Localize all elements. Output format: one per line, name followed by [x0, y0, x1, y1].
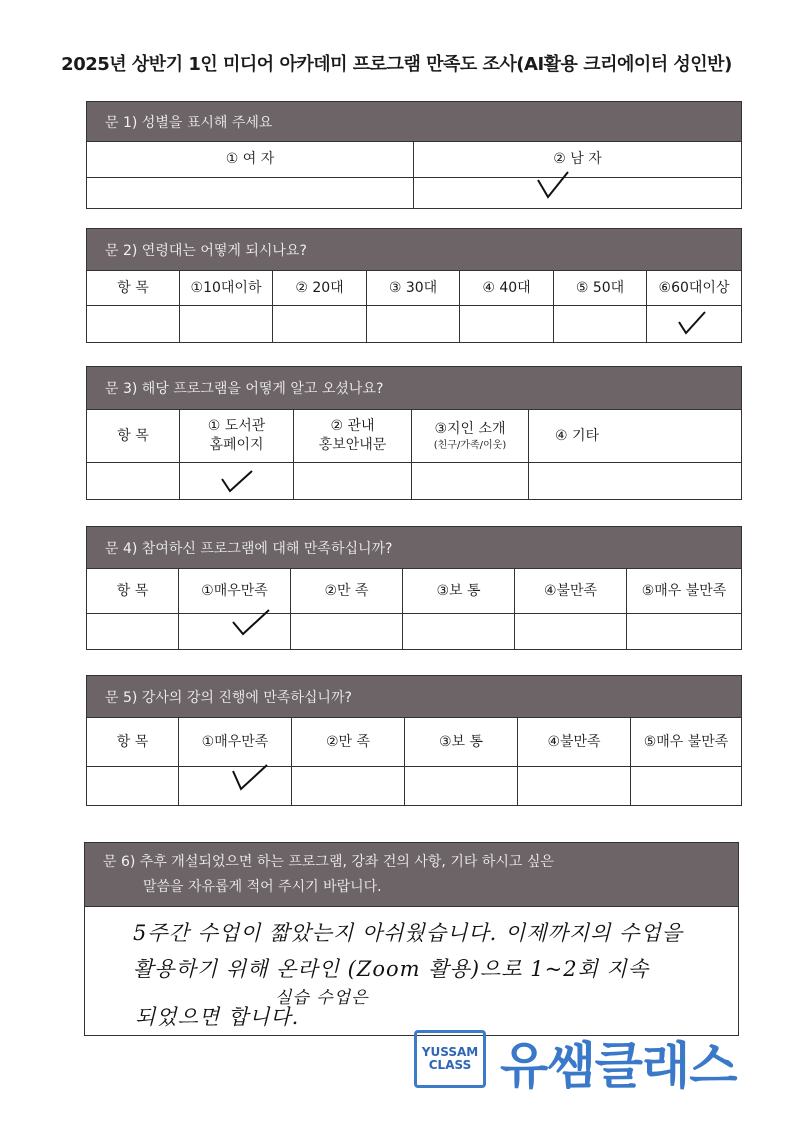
- checkmark-icon: [220, 469, 254, 493]
- option-other: [529, 410, 741, 462]
- question-5-table: [86, 675, 742, 806]
- answer-cell-female[interactable]: [87, 178, 414, 208]
- answer-cell-60s-plus[interactable]: [647, 306, 741, 342]
- answer-cell-very-satisfied[interactable]: [179, 614, 291, 649]
- option-50s: ⑤ 50대: [554, 271, 647, 305]
- question-1-table: [86, 101, 742, 209]
- answer-cell-neutral[interactable]: [403, 614, 515, 649]
- question-1-header: 문 1) 성별을 표시해 주세요: [87, 102, 741, 142]
- handwritten-answer-line1: 5주간 수업이 짧았는지 아쉬웠습니다. 이제까지의 수업을: [133, 921, 683, 945]
- yussam-class-logo: [414, 1026, 754, 1094]
- option-very-dissatisfied: ⑤매우 불만족: [643, 733, 729, 750]
- answer-cell-male[interactable]: [414, 178, 741, 208]
- question-3-answer-row: [87, 463, 741, 499]
- answer-cell-other[interactable]: [529, 463, 741, 499]
- handwritten-answer-line2: 활용하기 위해 온라인 (Zoom 활용)으로 1~2회 지속: [133, 957, 650, 981]
- item-label: 항 목: [87, 271, 180, 305]
- option-notice-line2: 홍보안내문: [318, 437, 387, 453]
- option-teens: ①10대이하: [180, 271, 273, 305]
- item-label: 항 목: [87, 410, 180, 462]
- answer-cell-label: [87, 767, 179, 805]
- question-2-answer-row: [87, 306, 741, 342]
- option-satisfied: ②만 족: [292, 718, 405, 766]
- logo-badge: [414, 1030, 486, 1088]
- answer-cell-teens[interactable]: [180, 306, 273, 342]
- option-library-line1: ① 도서관: [207, 418, 266, 435]
- option-dissatisfied: ④불만족: [518, 718, 631, 766]
- option-neutral: ③보 통: [403, 569, 515, 613]
- handwritten-answer-line3: 되었으면 합니다.: [135, 1005, 300, 1029]
- option-30s: ③ 30대: [367, 271, 460, 305]
- question-3-table: [86, 366, 742, 500]
- answer-cell-label: [87, 463, 180, 499]
- checkmark-icon: [231, 763, 269, 791]
- option-library-homepage: [180, 410, 294, 462]
- logo-badge-line1: YUSSAM: [421, 1044, 479, 1059]
- option-other-label: ④ 기타: [555, 427, 600, 444]
- question-5-answer-row: [87, 767, 741, 805]
- option-very-dissatisfied: ⑤매우 불만족: [641, 582, 727, 599]
- answer-cell-very-dissatisfied[interactable]: [631, 767, 741, 805]
- option-40s: ④ 40대: [460, 271, 554, 305]
- answer-cell-label: [87, 614, 179, 649]
- question-6-line2: 말씀을 자유롭게 적어 주시기 바랍니다.: [143, 878, 382, 895]
- answer-cell-satisfied[interactable]: [292, 767, 405, 805]
- option-local-notice: [294, 410, 412, 462]
- option-20s: ② 20대: [273, 271, 367, 305]
- option-neutral: ③보 통: [405, 718, 518, 766]
- answer-cell-very-dissatisfied[interactable]: [627, 614, 741, 649]
- answer-cell-label: [87, 306, 180, 342]
- item-label: 항 목: [87, 569, 179, 613]
- answer-cell-notice[interactable]: [294, 463, 412, 499]
- handwritten-answer-insert: 실습 수업은: [275, 988, 369, 1008]
- question-6-box: [84, 842, 739, 1036]
- answer-cell-satisfied[interactable]: [291, 614, 403, 649]
- question-3-header: 문 3) 해당 프로그램을 어떻게 알고 오셨나요?: [87, 367, 741, 410]
- question-2-options-row: [87, 271, 741, 306]
- question-5-options-row: [87, 718, 741, 767]
- logo-badge-line2: CLASS: [428, 1058, 472, 1072]
- option-female: ① 여 자: [87, 142, 414, 177]
- option-referral-line2: (친구/가족/이웃): [433, 439, 507, 451]
- question-4-answer-row: [87, 614, 741, 649]
- question-6-answer-area[interactable]: [85, 907, 738, 1035]
- question-2-header: 문 2) 연령대는 어떻게 되시나요?: [87, 229, 741, 271]
- answer-cell-50s[interactable]: [554, 306, 647, 342]
- answer-cell-referral[interactable]: [412, 463, 529, 499]
- item-label: 항 목: [87, 718, 179, 766]
- option-referral-line1: ③지인 소개: [434, 420, 506, 437]
- question-1-answer-row: [87, 178, 741, 208]
- option-very-satisfied: ①매우만족: [179, 718, 292, 766]
- question-4-header: 문 4) 참여하신 프로그램에 대해 만족하십니까?: [87, 527, 741, 569]
- option-60s-plus: ⑥60대이상: [658, 279, 730, 296]
- answer-cell-20s[interactable]: [273, 306, 367, 342]
- question-4-options-row: [87, 569, 741, 614]
- option-notice-line1: ② 관내: [330, 418, 375, 435]
- question-4-table: [86, 526, 742, 650]
- question-5-header: 문 5) 강사의 강의 진행에 만족하십니까?: [87, 676, 741, 718]
- page-title: 2025년 상반기 1인 미디어 아카데미 프로그램 만족도 조사(AI활용 크리에이터 성인반): [61, 54, 732, 75]
- question-1-options-row: [87, 142, 741, 178]
- answer-cell-40s[interactable]: [460, 306, 554, 342]
- answer-cell-library[interactable]: [180, 463, 294, 499]
- answer-cell-neutral[interactable]: [405, 767, 518, 805]
- checkmark-icon: [231, 608, 271, 636]
- checkmark-icon: [677, 310, 707, 336]
- option-very-satisfied: ①매우만족: [179, 569, 291, 613]
- question-2-table: [86, 228, 742, 343]
- option-dissatisfied: ④불만족: [515, 569, 627, 613]
- answer-cell-very-satisfied[interactable]: [179, 767, 292, 805]
- question-6-header: [85, 843, 738, 907]
- logo-wordmark: 유쌤클래스: [500, 1037, 737, 1095]
- question-6-line1: 문 6) 추후 개설되었으면 하는 프로그램, 강좌 건의 사항, 기타 하시고 싶은: [103, 854, 554, 870]
- option-satisfied: ②만 족: [291, 569, 403, 613]
- checkmark-icon: [536, 170, 570, 200]
- answer-cell-dissatisfied[interactable]: [515, 614, 627, 649]
- option-referral: [412, 410, 529, 462]
- question-3-options-row: [87, 410, 741, 463]
- answer-cell-dissatisfied[interactable]: [518, 767, 631, 805]
- option-male: ② 남 자: [553, 151, 602, 168]
- answer-cell-30s[interactable]: [367, 306, 460, 342]
- option-library-line2: 홈페이지: [209, 437, 264, 453]
